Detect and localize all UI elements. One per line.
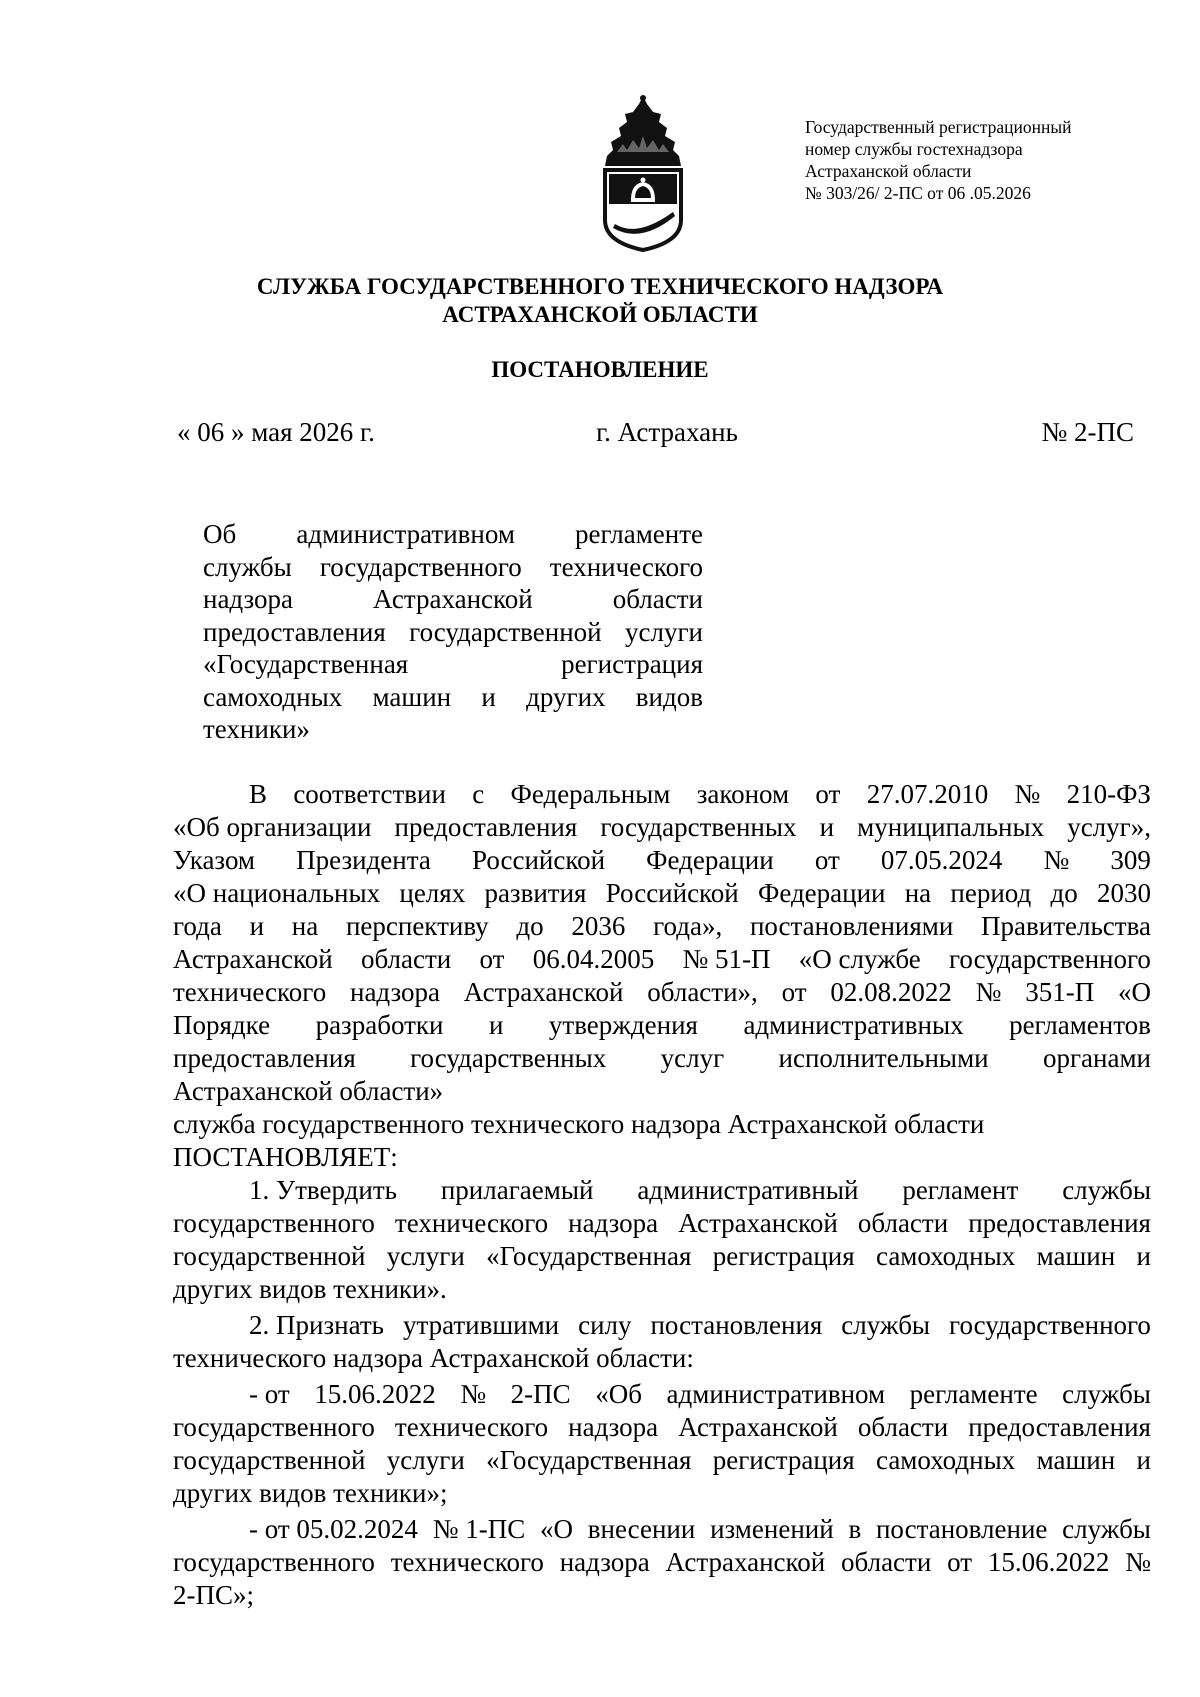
word: в [848, 1514, 862, 1544]
word: техники» [203, 714, 310, 744]
word: и [488, 1010, 504, 1040]
word: Астраханской [665, 1547, 826, 1577]
body-line [173, 976, 1151, 1009]
body-line [173, 1546, 1151, 1579]
registration-line: № 303/26/ 2-ПС от 06 .05.2026 [805, 183, 1031, 203]
subject-line [203, 681, 703, 714]
word: «Государственная [203, 649, 409, 679]
word: органами [1042, 1043, 1151, 1073]
word: регистрация [712, 1445, 855, 1475]
word: надзора [559, 1547, 650, 1577]
body-line: 2-ПС»; [173, 1580, 254, 1610]
document-number: № 2-ПС [1041, 417, 1134, 447]
word: с [472, 779, 485, 809]
word: законом [696, 779, 790, 809]
word: № [1014, 779, 1041, 809]
word: регистрация [561, 649, 703, 679]
word: от [479, 944, 505, 974]
word: 210-ФЗ [1066, 779, 1151, 809]
word: развития [484, 878, 587, 908]
word: надзора [568, 1412, 659, 1442]
word: Указом [173, 845, 256, 875]
word: видов [635, 681, 703, 712]
word: целях [399, 878, 466, 908]
word: государственного [173, 1208, 375, 1238]
word: предоставления [394, 812, 578, 842]
word: области [612, 584, 703, 614]
word: от [947, 1547, 973, 1577]
word: изменений [710, 1514, 834, 1544]
word: машин [372, 681, 452, 712]
word: государственного [319, 551, 522, 582]
word: «О [540, 1514, 574, 1544]
word: соответствии [293, 779, 446, 809]
word: регламенте [575, 519, 703, 549]
word: постановления [650, 1310, 823, 1340]
word: Федерации [646, 845, 774, 875]
word: Астраханской [373, 584, 533, 614]
word: на [291, 911, 319, 941]
word: до [1050, 878, 1078, 908]
word: регламентов [1009, 1010, 1151, 1040]
word: постановлениями [749, 911, 954, 941]
word: других [526, 681, 606, 712]
word: «Государственная [486, 1445, 692, 1475]
document-subject [203, 518, 703, 746]
word: исполнительными [778, 1043, 989, 1073]
word: технического [173, 977, 327, 1007]
word: от [815, 779, 841, 809]
word: государственных [600, 812, 797, 842]
word: технического [394, 1208, 549, 1238]
word: «Государственная [486, 1241, 692, 1271]
word: 351-П [1025, 977, 1095, 1007]
word: 06.04.2005 [532, 944, 655, 974]
word: службы [1062, 1175, 1151, 1205]
body-line: других видов техники». [173, 1274, 447, 1304]
coat-of-arms-emblem [597, 92, 689, 252]
word: № [1125, 1547, 1151, 1577]
organization-line: АСТРАХАНСКОЙ ОБЛАСТИ [442, 302, 758, 327]
organization-title [0, 273, 1200, 329]
word: № [1043, 845, 1070, 875]
body-line [173, 1042, 1151, 1075]
word: регламент [902, 1175, 1019, 1205]
word: предоставления [968, 1412, 1151, 1442]
word: технического [390, 1547, 544, 1577]
word: надзора [203, 584, 293, 614]
word: 1. Утвердить [249, 1175, 397, 1205]
word: 07.05.2024 [880, 845, 1003, 875]
word: административный [637, 1175, 859, 1205]
word: административном [296, 519, 515, 549]
word: Об [203, 519, 237, 549]
subject-line [203, 648, 703, 681]
word: предоставления [173, 1043, 356, 1073]
word: области [857, 1412, 949, 1442]
word: от [814, 845, 840, 875]
word: 02.08.2022 [830, 977, 952, 1007]
word: и [249, 911, 265, 941]
word: предоставления [968, 1208, 1151, 1238]
word: Федерации [757, 878, 886, 908]
word: постановление [875, 1514, 1048, 1544]
subject-line [203, 616, 703, 649]
word: службы [1062, 1379, 1151, 1409]
registration-line: Астраханской области [805, 161, 972, 181]
word: года», [653, 911, 723, 941]
word: службы [1062, 1514, 1151, 1544]
document-date: « 06 » мая 2026 г. [177, 417, 375, 447]
word: услуг», [1067, 812, 1151, 842]
word: период [950, 878, 1032, 908]
word: «О национальных [173, 878, 381, 908]
body-line [173, 1240, 1151, 1273]
paragraph-first-line [173, 1174, 1151, 1207]
body-line [173, 1207, 1151, 1240]
word: внесении [587, 1514, 696, 1544]
word: государственной [409, 616, 602, 647]
word: перспективу [345, 911, 489, 941]
word: службы [203, 551, 292, 582]
body-line [173, 844, 1151, 877]
word: государственного [949, 1310, 1151, 1340]
word: Астраханской [678, 1412, 838, 1442]
word: и [1136, 1241, 1151, 1271]
word: 27.07.2010 [866, 779, 989, 809]
paragraph-first-line [173, 1309, 1151, 1342]
word: утверждения [548, 1010, 698, 1040]
word: и [1136, 1445, 1151, 1475]
word: 2030 [1096, 878, 1151, 908]
word: самоходных [876, 1241, 1016, 1271]
word: области [857, 1208, 949, 1238]
body-line [173, 877, 1151, 910]
subject-line [203, 551, 703, 584]
word: Российской [471, 845, 606, 875]
body-line: Астраханской области» [173, 1076, 444, 1106]
body-line [173, 811, 1151, 844]
word: и [819, 812, 835, 842]
subject-line [203, 518, 703, 551]
word: В [249, 779, 268, 809]
word: 15.06.2022 [987, 1547, 1110, 1577]
registration-line: Государственный регистрационный [805, 117, 1072, 137]
word: административном [666, 1379, 886, 1409]
body-line [173, 1009, 1151, 1042]
document-place: г. Астрахань [596, 417, 738, 447]
word: Президента [296, 845, 431, 875]
word: - от [249, 1379, 290, 1409]
word: года [173, 911, 222, 941]
word: прилагаемый [440, 1175, 594, 1205]
body-line: служба государственного технического надзора Астраханской области [173, 1109, 985, 1139]
word: самоходных [876, 1445, 1016, 1475]
word: регламенте [909, 1379, 1038, 1409]
word: № [975, 977, 1002, 1007]
word: Порядке [173, 1010, 271, 1040]
word: 2036 [571, 911, 626, 941]
body-line: технического надзора Астраханской области: [173, 1343, 694, 1373]
subject-line [203, 713, 703, 746]
word: государственного [173, 1547, 375, 1577]
word: «О службе [798, 944, 921, 974]
body-line: ПОСТАНОВЛЯЕТ: [173, 1142, 398, 1172]
word: «Об организации [173, 812, 372, 842]
body-line [173, 910, 1151, 943]
word: утратившими [402, 1310, 560, 1340]
word: государственного [949, 944, 1151, 974]
word: на [904, 878, 932, 908]
document-type: ПОСТАНОВЛЕНИЕ [491, 357, 709, 382]
word: технического [394, 1412, 549, 1442]
document-body [173, 778, 1151, 1612]
word: Федеральным [510, 779, 671, 809]
registration-line: номер службы гостехнадзора [805, 139, 1023, 159]
word: государственной [173, 1445, 366, 1475]
body-line [173, 1411, 1151, 1444]
word: технического [549, 551, 703, 582]
word: предоставления [203, 616, 386, 647]
word: машин [1036, 1445, 1116, 1475]
word: услуг [660, 1043, 725, 1073]
word: № 51-П [682, 944, 771, 974]
word: до [516, 911, 544, 941]
word: разработки [315, 1010, 444, 1040]
word: муниципальных [857, 812, 1045, 842]
word: - от 05.02.2024 [249, 1514, 418, 1544]
body-line [173, 943, 1151, 976]
word: машин [1036, 1241, 1116, 1271]
word: услуги [386, 1445, 465, 1475]
word: административных [743, 1010, 964, 1040]
subject-line [203, 583, 703, 616]
word: и [481, 681, 496, 712]
paragraph-first-line [173, 1513, 1151, 1546]
word: государственных [410, 1043, 607, 1073]
word: государственного [173, 1412, 375, 1442]
paragraph-first-line [173, 778, 1151, 811]
word: от [781, 977, 807, 1007]
word: службы [841, 1310, 931, 1340]
body-line: других видов техники»; [173, 1478, 448, 1508]
organization-line: СЛУЖБА ГОСУДАРСТВЕННОГО ТЕХНИЧЕСКОГО НАДЗОРА [256, 274, 944, 299]
word: регистрация [712, 1241, 855, 1271]
word: услуги [386, 1241, 465, 1271]
word: силу [578, 1310, 632, 1340]
word: «Об [595, 1379, 642, 1409]
word: надзора [350, 977, 440, 1007]
word: 309 [1110, 845, 1151, 875]
word: Астраханской [463, 977, 624, 1007]
word: Астраханской [173, 944, 333, 974]
word: 15.06.2022 [314, 1379, 436, 1409]
word: «О [1118, 977, 1151, 1007]
word: области [841, 1547, 932, 1577]
word: области», [647, 977, 758, 1007]
word: 2-ПС [510, 1379, 571, 1409]
word: 2. Признать [249, 1310, 384, 1340]
word: Астраханской [678, 1208, 838, 1238]
body-line [173, 1444, 1151, 1477]
word: № 1-ПС [432, 1514, 526, 1544]
paragraph-first-line [173, 1378, 1151, 1411]
word: области [360, 944, 452, 974]
word: Российской [605, 878, 739, 908]
word: самоходных [203, 681, 343, 712]
word: государственной [173, 1241, 366, 1271]
word: надзора [568, 1208, 659, 1238]
word: услуги [625, 616, 703, 647]
word: Правительства [981, 911, 1151, 941]
registration-note [805, 116, 1145, 204]
word: № [460, 1379, 487, 1409]
